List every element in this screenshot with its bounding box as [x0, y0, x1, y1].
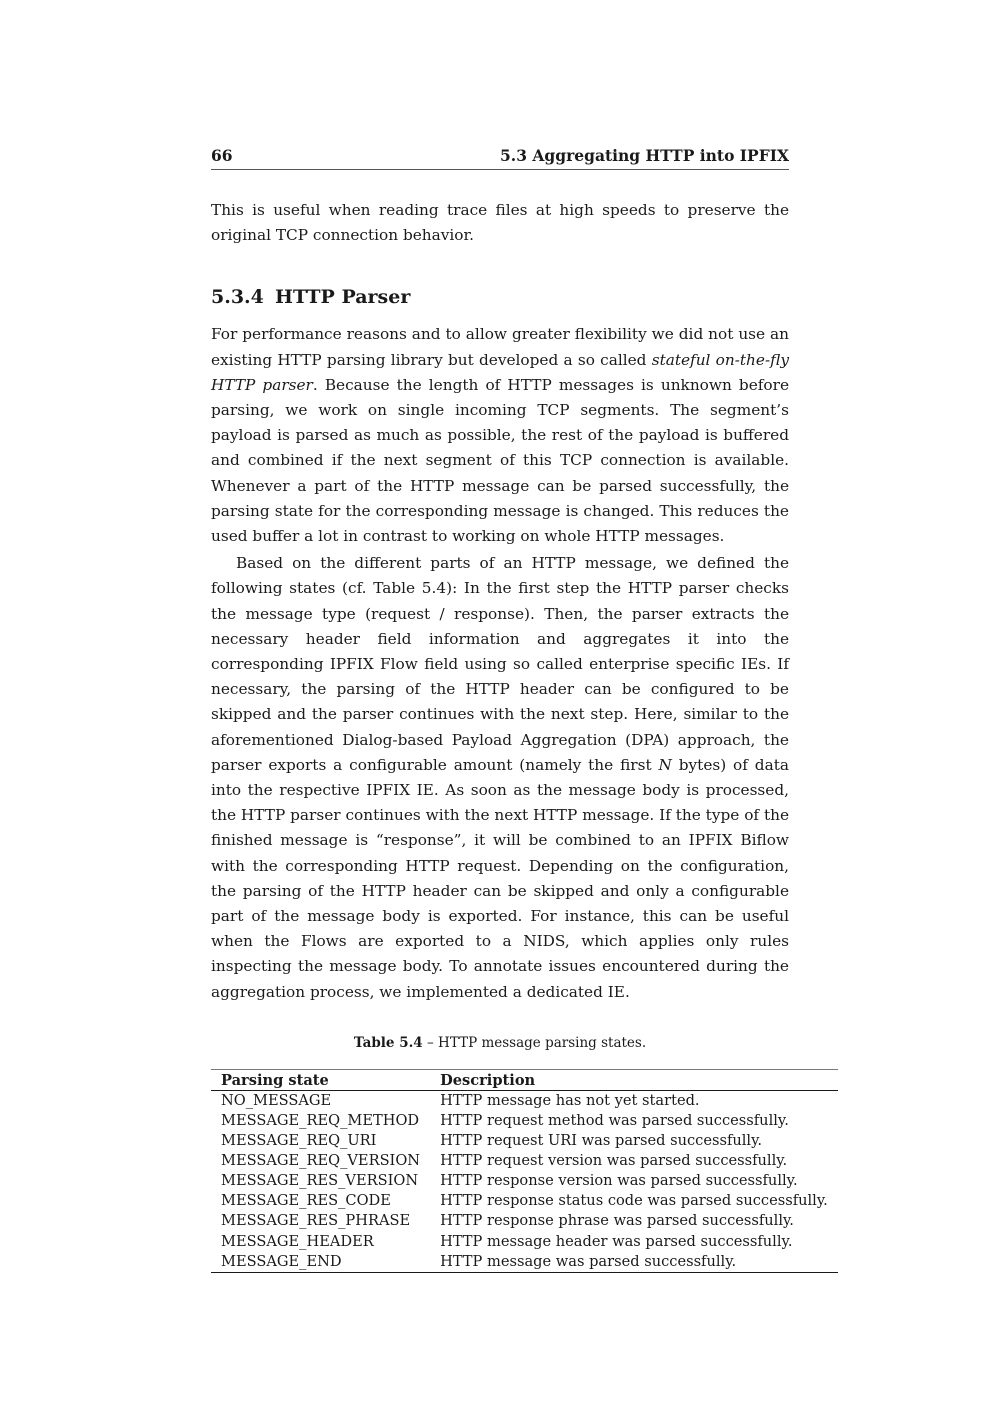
intro-paragraph: This is useful when reading trace files at high speeds to preserve the original TCP connection behavior.: [211, 201, 789, 245]
emphasis-term: stateful on-the-fly HTTP parser: [211, 350, 789, 394]
paragraph-parser-states: [211, 551, 789, 1005]
running-head: [211, 146, 789, 170]
table-row: [211, 1211, 838, 1231]
table-row: [211, 1232, 838, 1252]
table-header-row: [211, 1069, 838, 1090]
state-cell: MESSAGE_REQ_VERSION: [221, 1152, 421, 1170]
description-cell: HTTP message has not yet started.: [440, 1091, 700, 1109]
state-cell: MESSAGE_REQ_METHOD: [221, 1111, 420, 1129]
table-row: [211, 1151, 838, 1171]
paragraph-text: bytes) of data into the respective IPFIX IE. As soon as the message body is processed, the HTTP parser continues with the next HTTP message. If the type of the finished message is “response”, it will be combined to an IPFIX Biflow with the corresponding HTTP request. Depending on the configuration, the parsing of the HTTP header can be skipped and only a configurable part of the message body is exported. For instance, this can be useful when the Flows are exported to a NIDS, which applies only rules inspecting the message body. To annotate issues encountered during the aggregation process, we implemented a dedicated IE.: [211, 755, 789, 1001]
description-cell: HTTP response version was parsed successfully.: [440, 1172, 798, 1190]
description-cell: HTTP request URI was parsed successfully.: [440, 1132, 763, 1150]
description-cell: HTTP response status code was parsed successfully.: [440, 1192, 828, 1210]
description-cell: HTTP request method was parsed successfully.: [440, 1111, 789, 1129]
table-row: [211, 1090, 838, 1111]
state-cell: MESSAGE_END: [211, 1252, 430, 1273]
column-header-parsing-state: Parsing state: [211, 1069, 430, 1090]
state-cell: MESSAGE_RES_CODE: [221, 1192, 391, 1210]
page-number: 66: [211, 146, 233, 165]
table-row: [211, 1252, 838, 1273]
table-caption-text: – HTTP message parsing states.: [422, 1034, 647, 1051]
description-cell: HTTP request version was parsed successfully.: [440, 1152, 788, 1170]
table-row: [211, 1171, 838, 1191]
running-section-title: 5.3 Aggregating HTTP into IPFIX: [500, 146, 789, 165]
column-header-description: Description: [430, 1069, 838, 1090]
state-cell: NO_MESSAGE: [221, 1091, 332, 1109]
state-cell: MESSAGE_HEADER: [221, 1232, 374, 1250]
paragraph-parser-design: [211, 322, 789, 549]
state-cell: MESSAGE_RES_PHRASE: [221, 1212, 411, 1230]
section-heading: [211, 284, 789, 310]
state-cell: MESSAGE_REQ_URI: [221, 1132, 377, 1150]
emphasis-variable: N: [658, 755, 672, 774]
table-row: [211, 1191, 838, 1211]
parsing-states-table: [211, 1069, 838, 1273]
description-cell: HTTP response phrase was parsed successfully.: [440, 1212, 794, 1230]
table-caption-label: Table 5.4: [353, 1034, 423, 1051]
paragraph-text: . Because the length of HTTP messages is unknown before parsing, we work on single incoming TCP segments. The segment’s payload is parsed as much as possible, the rest of the payload is buffered and combined if the next segment of this TCP connection is available. Whenever a part of the HTTP message can be parsed successfully, the parsing state for the corresponding message is changed. This reduces the used buffer a lot in contrast to working on whole HTTP messages.: [211, 375, 789, 546]
table-row: [211, 1131, 838, 1151]
table-caption: [211, 1035, 789, 1051]
section-title: HTTP Parser: [275, 286, 411, 309]
page: [211, 146, 828, 1273]
section-number: 5.3.4: [211, 286, 264, 309]
state-cell: MESSAGE_RES_VERSION: [221, 1172, 419, 1190]
description-cell: HTTP message was parsed successfully.: [430, 1252, 838, 1273]
table-row: [211, 1111, 838, 1131]
description-cell: HTTP message header was parsed successfully.: [440, 1232, 793, 1250]
paragraph-text: For performance reasons and to allow greater flexibility we did not use an existing HTTP parsing library but developed a so called: [211, 325, 789, 369]
paragraph-text: Based on the different parts of an HTTP message, we defined the following states (cf. Table 5.4): In the first step the HTTP parser checks the message type (request / response). Then, the parser extracts the necessary header field information and aggregates it into the corresponding IPFIX Flow field using so called enterprise specific IEs. If necessary, the parsing of the HTTP header can be configured to be skipped and the parser continues with the next step. Here, similar to the aforementioned Dialog-based Payload Aggregation (DPA) approach, the parser exports a configurable amount (namely the first: [211, 554, 789, 774]
